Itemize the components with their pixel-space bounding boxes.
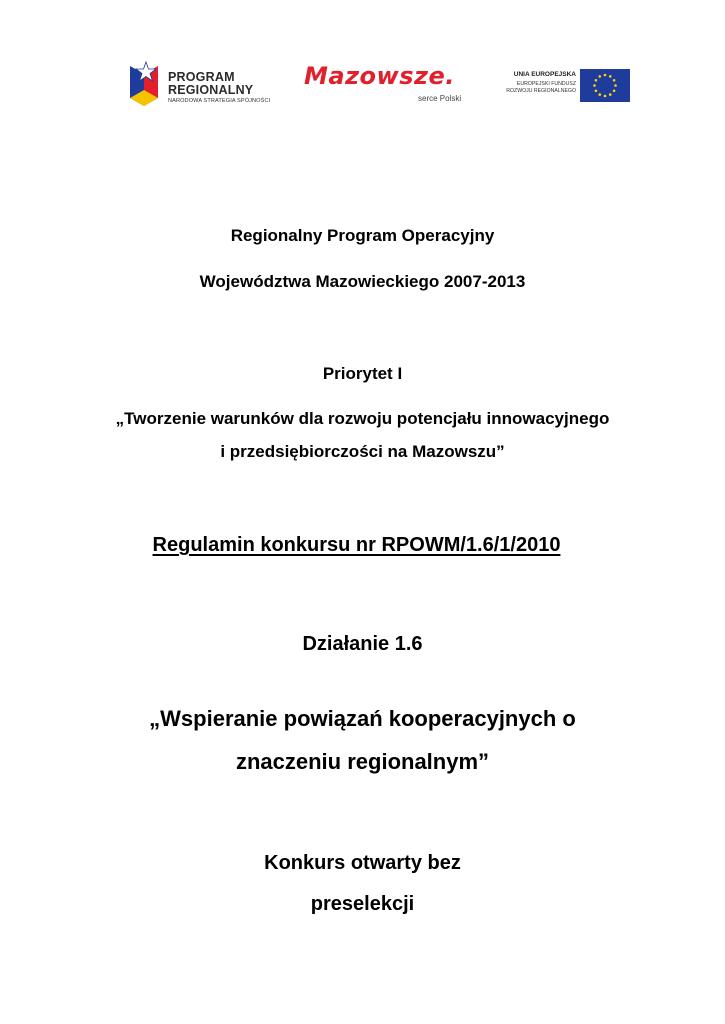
program-regionalny-logo <box>122 58 297 110</box>
mazowsze-logo <box>304 64 464 110</box>
regulation-heading <box>0 534 719 557</box>
action-name-line1: „Wspieranie powiązań kooperacyjnych o <box>149 706 576 731</box>
program-title-line1: Regionalny Program Operacyjny <box>230 226 495 245</box>
action-heading: Działanie 1.6 <box>302 633 423 655</box>
program-regionalny-line1: PROGRAM <box>168 70 235 84</box>
program-title-line2: Województwa Mazowieckiego 2007-2013 <box>199 272 526 291</box>
mazowsze-tagline: serce Polski <box>418 94 462 103</box>
eu-flag-icon <box>580 69 630 102</box>
priority-name-line1: „Tworzenie warunków dla rozwoju potencjału innowacyjnego <box>115 409 610 428</box>
star-emblem-icon <box>126 60 162 108</box>
eu-logo-line1: UNIA EUROPEJSKA <box>513 71 576 78</box>
header-logos <box>122 58 630 110</box>
program-regionalny-line3: NARODOWA STRATEGIA SPÓJNOŚCI <box>168 98 271 104</box>
eu-logo <box>486 67 630 103</box>
program-regionalny-line2: REGIONALNY <box>168 83 254 97</box>
action-name-line2: znaczeniu regionalnym” <box>235 749 490 774</box>
priority-name-line2: i przedsiębiorczości na Mazowszu” <box>220 442 505 461</box>
mazowsze-wordmark: Mazowsze. <box>304 62 455 90</box>
eu-logo-line3: ROZWOJU REGIONALNEGO <box>506 88 576 94</box>
priority-heading: Priorytet I <box>322 364 403 383</box>
contest-type-line2: preselekcji <box>310 893 415 915</box>
contest-type-line1: Konkurs otwarty bez <box>264 852 461 874</box>
eu-logo-line2: EUROPEJSKI FUNDUSZ <box>516 81 576 87</box>
regulation-text: Regulamin konkursu nr RPOWM/1.6/1/2010 <box>152 534 561 556</box>
